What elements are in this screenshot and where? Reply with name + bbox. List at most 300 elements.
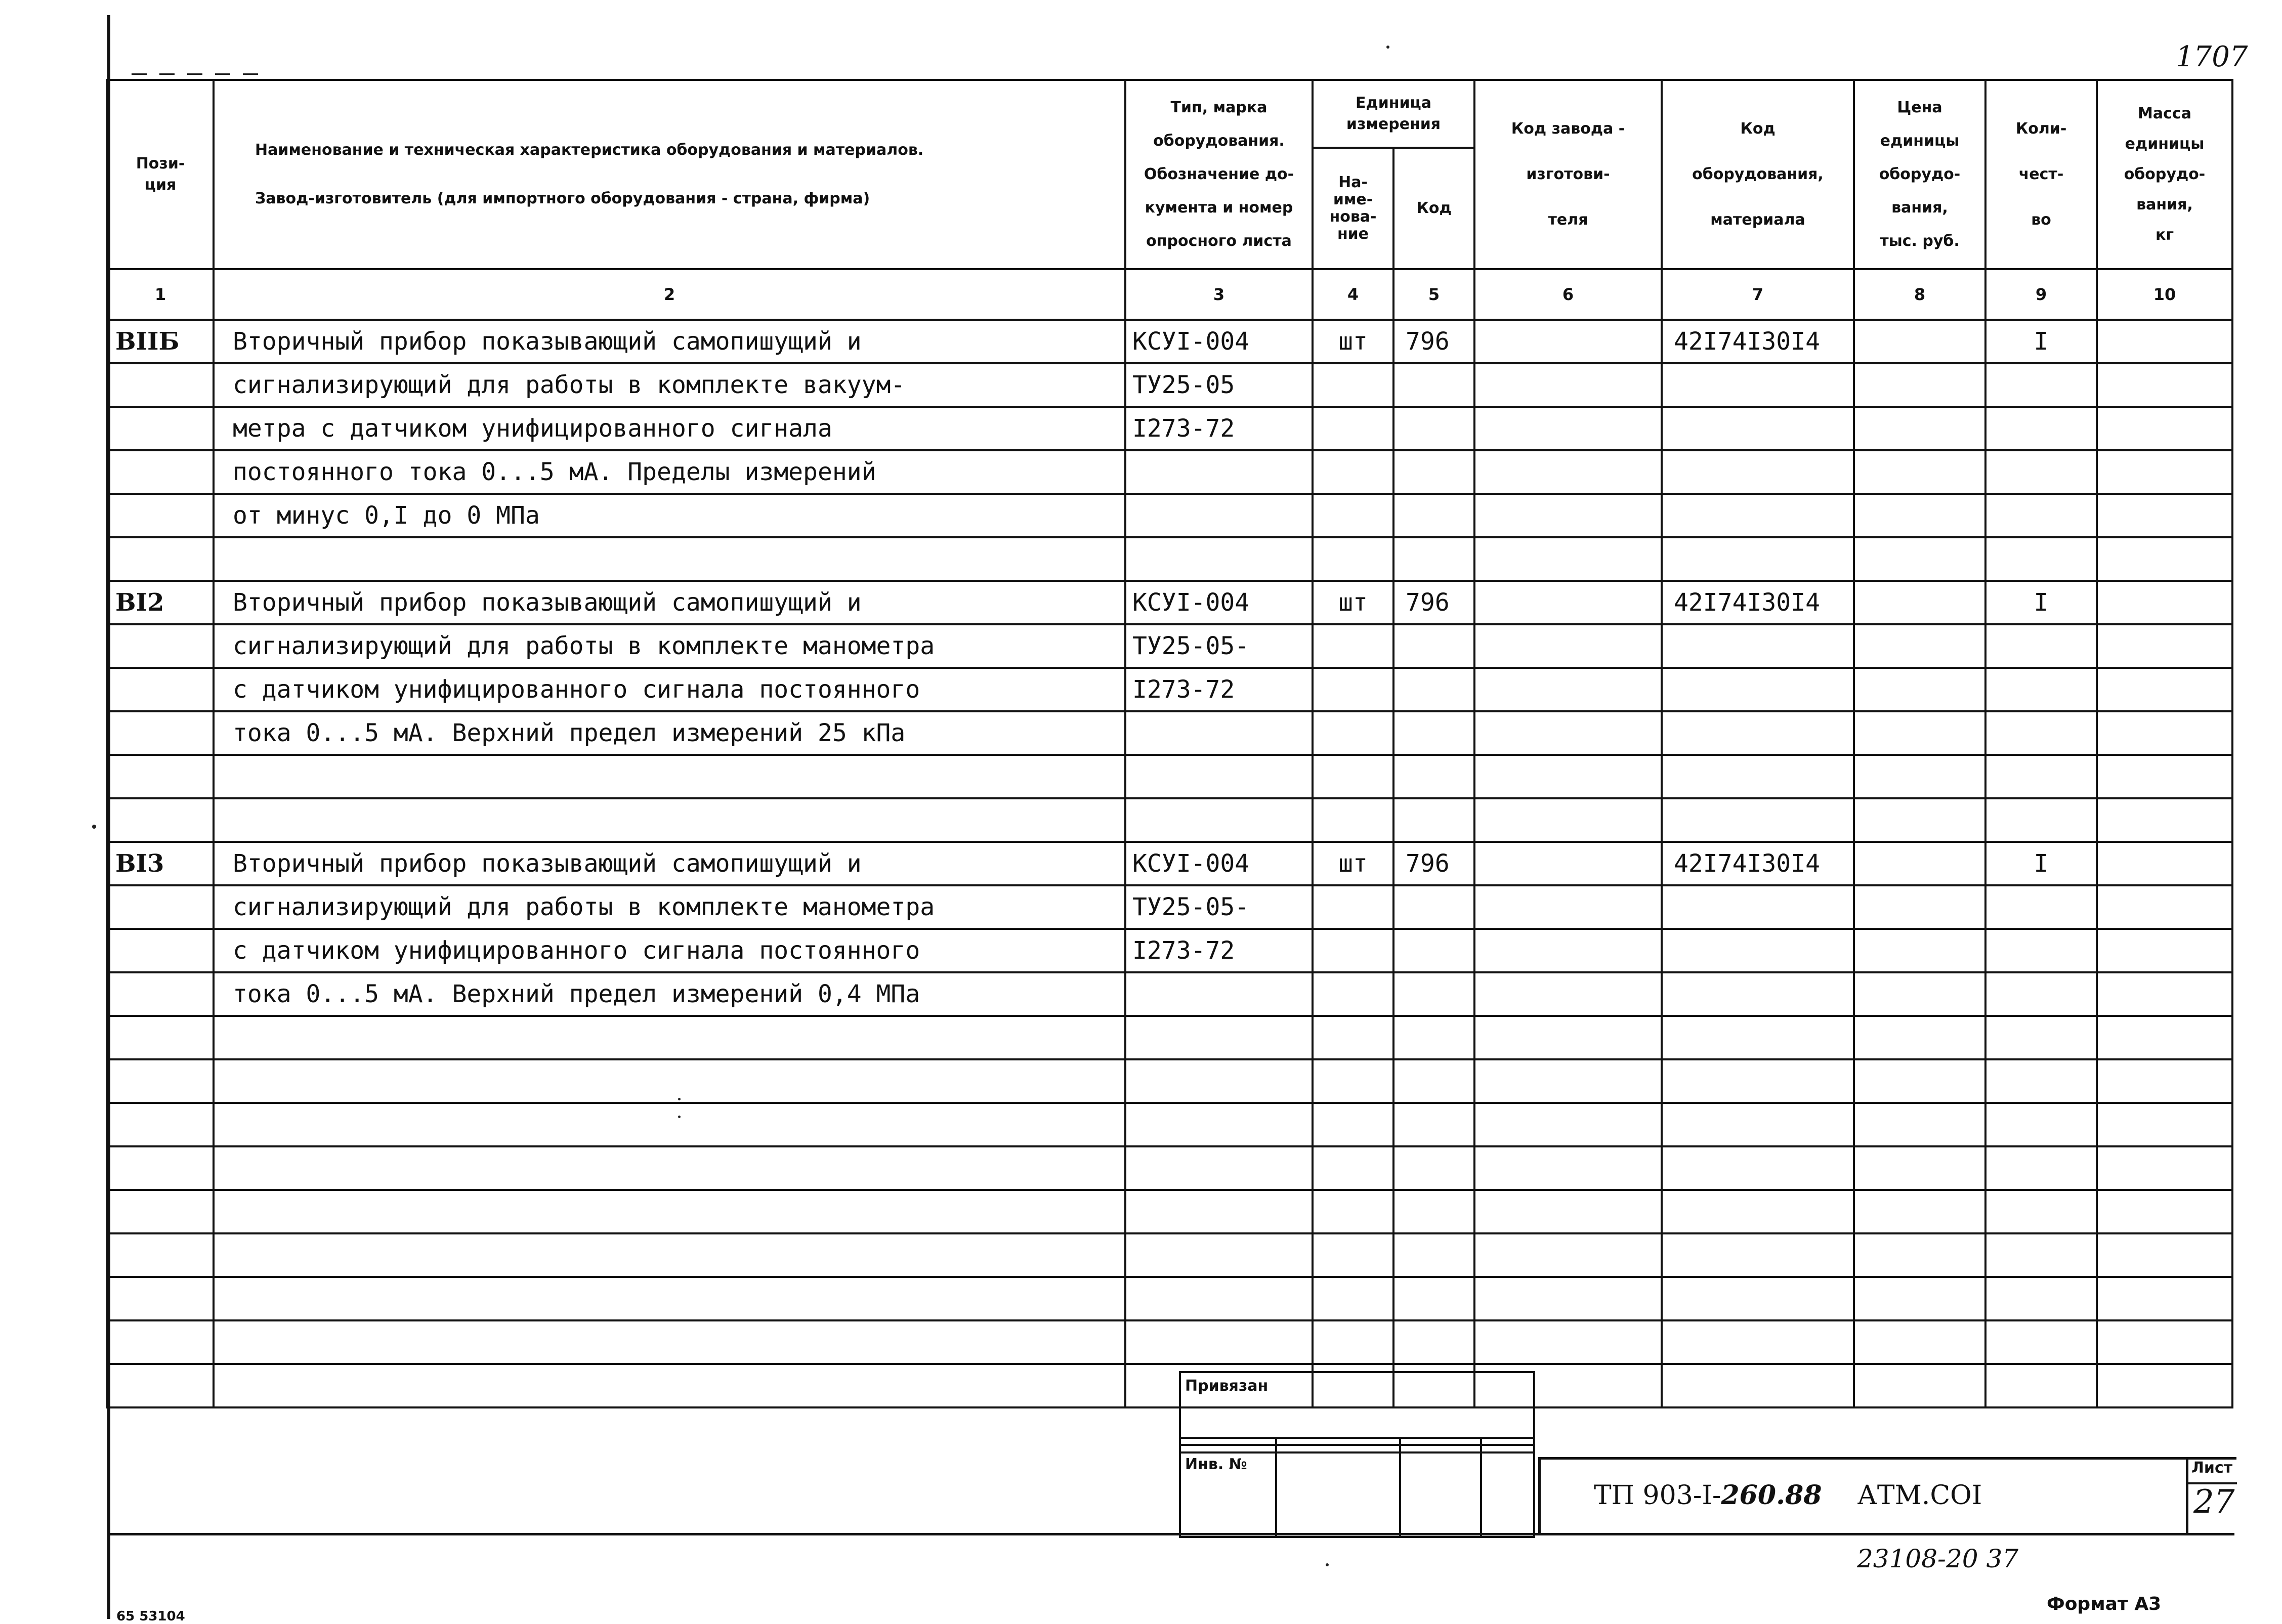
position-cell	[107, 1233, 214, 1277]
name-cell	[214, 1320, 1125, 1364]
equipment-code-cell	[1662, 363, 1854, 407]
equipment-code-cell	[1662, 494, 1854, 537]
plant-code-cell	[1474, 537, 1662, 581]
type-cell	[1125, 1016, 1313, 1059]
name-cell: с датчиком унифицированного сигнала постоянного	[214, 929, 1125, 972]
table-row	[107, 842, 2232, 885]
unit-cell	[1313, 407, 1393, 450]
name-cell: тока 0...5 мА. Верхний предел измерений 25 кПа	[214, 711, 1125, 755]
unit-code-cell	[1393, 929, 1474, 972]
header-plant-code: Код завода - изготови- теля	[1474, 80, 1662, 269]
table-row	[107, 1233, 2232, 1277]
plant-code-cell	[1474, 1320, 1662, 1364]
plant-code-cell	[1474, 363, 1662, 407]
column-number: 2	[214, 269, 1125, 320]
document-section: АТМ.СОI	[1857, 1480, 1982, 1511]
name-cell: Вторичный прибор показывающий самопишущий и	[214, 842, 1125, 885]
equipment-code-cell	[1662, 1320, 1854, 1364]
archive-number: 23108-20 37	[1857, 1544, 2019, 1573]
header-row	[107, 80, 2232, 148]
column-number: 1	[107, 269, 214, 320]
mass-cell	[2097, 798, 2232, 842]
name-cell: с датчиком унифицированного сигнала постоянного	[214, 668, 1125, 711]
position-cell: BI2	[107, 581, 214, 624]
name-cell: от минус 0,I до 0 МПа	[214, 494, 1125, 537]
price-cell	[1854, 1364, 1985, 1407]
table-row	[107, 494, 2232, 537]
plant-code-cell	[1474, 842, 1662, 885]
type-cell	[1125, 798, 1313, 842]
name-cell: тока 0...5 мА. Верхний предел измерений 0,4 МПа	[214, 972, 1125, 1016]
unit-code-cell	[1393, 885, 1474, 929]
scan-speck	[1386, 46, 1389, 49]
equipment-code-cell	[1662, 1364, 1854, 1407]
unit-cell	[1313, 1320, 1393, 1364]
quantity-cell	[1985, 1364, 2097, 1407]
unit-code-cell	[1393, 624, 1474, 668]
table-row	[107, 1190, 2232, 1233]
equipment-code-cell	[1662, 1233, 1854, 1277]
quantity-cell	[1985, 711, 2097, 755]
mass-cell	[2097, 450, 2232, 494]
mass-cell	[2097, 494, 2232, 537]
plant-code-cell	[1474, 885, 1662, 929]
mass-cell	[2097, 929, 2232, 972]
equipment-code-cell	[1662, 1277, 1854, 1320]
type-cell	[1125, 537, 1313, 581]
unit-code-cell	[1393, 1190, 1474, 1233]
stamp-cell	[1276, 1452, 1400, 1537]
equipment-code-cell	[1662, 407, 1854, 450]
position-cell	[107, 972, 214, 1016]
frame-bottom-line	[109, 1533, 2234, 1535]
price-cell	[1854, 363, 1985, 407]
type-cell	[1125, 972, 1313, 1016]
quantity-cell: I	[1985, 581, 2097, 624]
type-cell	[1125, 755, 1313, 798]
stamp-cell	[1276, 1445, 1400, 1452]
unit-cell	[1313, 885, 1393, 929]
quantity-cell	[1985, 494, 2097, 537]
unit-cell	[1313, 450, 1393, 494]
header-unit-group: Единица измерения	[1313, 80, 1474, 148]
equipment-code-cell	[1662, 798, 1854, 842]
equipment-code-cell	[1662, 972, 1854, 1016]
corner-number: 65 53104	[116, 1609, 185, 1624]
position-cell	[107, 363, 214, 407]
sheet-list-box	[2186, 1457, 2237, 1533]
position-cell	[107, 798, 214, 842]
equipment-code-cell	[1662, 1016, 1854, 1059]
list-number: 27	[2193, 1483, 2235, 1521]
document-code-prefix: ТП 903-I-	[1594, 1480, 1721, 1511]
unit-cell	[1313, 755, 1393, 798]
plant-code-cell	[1474, 407, 1662, 450]
column-number: 9	[1985, 269, 2097, 320]
unit-cell	[1313, 1233, 1393, 1277]
unit-code-cell	[1393, 711, 1474, 755]
price-cell	[1854, 1233, 1985, 1277]
plant-code-cell	[1474, 1233, 1662, 1277]
unit-code-cell: 796	[1393, 320, 1474, 363]
position-cell	[107, 755, 214, 798]
stamp-cell	[1180, 1445, 1276, 1452]
unit-code-cell	[1393, 972, 1474, 1016]
quantity-cell	[1985, 1059, 2097, 1103]
unit-code-cell	[1393, 407, 1474, 450]
quantity-cell	[1985, 755, 2097, 798]
quantity-cell	[1985, 363, 2097, 407]
price-cell	[1854, 581, 1985, 624]
price-cell	[1854, 450, 1985, 494]
equipment-code-cell	[1662, 885, 1854, 929]
unit-cell	[1313, 1277, 1393, 1320]
format-label: Формат А3	[2047, 1594, 2162, 1614]
unit-cell	[1313, 1059, 1393, 1103]
unit-code-cell: 796	[1393, 842, 1474, 885]
price-cell	[1854, 929, 1985, 972]
equipment-code-cell	[1662, 1059, 1854, 1103]
name-cell: метра с датчиком унифицированного сигнала	[214, 407, 1125, 450]
position-cell: BI3	[107, 842, 214, 885]
position-cell	[107, 1016, 214, 1059]
position-cell	[107, 450, 214, 494]
scan-speck	[92, 825, 96, 829]
table-row	[107, 1146, 2232, 1190]
price-cell	[1854, 668, 1985, 711]
stamp-cell	[1481, 1445, 1534, 1452]
equipment-code-cell	[1662, 929, 1854, 972]
position-cell	[107, 668, 214, 711]
scan-speck	[678, 1116, 681, 1118]
mass-cell	[2097, 581, 2232, 624]
position-cell: BIIБ	[107, 320, 214, 363]
unit-code-cell	[1393, 450, 1474, 494]
quantity-cell	[1985, 624, 2097, 668]
table-row	[107, 363, 2232, 407]
plant-code-cell	[1474, 711, 1662, 755]
document-code	[1594, 1480, 1982, 1511]
position-cell	[107, 1059, 214, 1103]
plant-code-cell	[1474, 450, 1662, 494]
unit-code-cell	[1393, 755, 1474, 798]
position-cell	[107, 1277, 214, 1320]
unit-code-cell	[1393, 1146, 1474, 1190]
header-unit-code: Код	[1393, 148, 1474, 269]
top-dashed-line	[132, 73, 263, 75]
name-cell	[214, 755, 1125, 798]
price-cell	[1854, 1190, 1985, 1233]
price-cell	[1854, 320, 1985, 363]
table-row	[107, 929, 2232, 972]
type-cell	[1125, 1190, 1313, 1233]
quantity-cell	[1985, 1190, 2097, 1233]
table-row	[107, 1103, 2232, 1146]
name-cell	[214, 1364, 1125, 1407]
position-cell	[107, 1364, 214, 1407]
price-cell	[1854, 1103, 1985, 1146]
column-number: 4	[1313, 269, 1393, 320]
inventory-label: Инв. №	[1180, 1452, 1276, 1537]
table-row	[107, 1364, 2232, 1407]
quantity-cell	[1985, 972, 2097, 1016]
table-row	[107, 798, 2232, 842]
type-cell	[1125, 1277, 1313, 1320]
unit-code-cell	[1393, 363, 1474, 407]
equipment-code-cell	[1662, 711, 1854, 755]
equipment-code-cell	[1662, 450, 1854, 494]
price-cell	[1854, 885, 1985, 929]
mass-cell	[2097, 972, 2232, 1016]
name-cell: сигнализирующий для работы в комплекте манометра	[214, 885, 1125, 929]
unit-cell	[1313, 1146, 1393, 1190]
plant-code-cell	[1474, 1146, 1662, 1190]
unit-cell	[1313, 1103, 1393, 1146]
quantity-cell: I	[1985, 320, 2097, 363]
type-cell: ТУ25-05-	[1125, 885, 1313, 929]
unit-code-cell	[1393, 668, 1474, 711]
unit-cell	[1313, 363, 1393, 407]
plant-code-cell	[1474, 624, 1662, 668]
scan-speck	[1326, 1563, 1329, 1566]
table-row	[107, 972, 2232, 1016]
plant-code-cell	[1474, 668, 1662, 711]
mass-cell	[2097, 668, 2232, 711]
mass-cell	[2097, 1146, 2232, 1190]
mass-cell	[2097, 1059, 2232, 1103]
price-cell	[1854, 711, 1985, 755]
position-cell	[107, 1320, 214, 1364]
table-row	[107, 885, 2232, 929]
plant-code-cell	[1474, 1277, 1662, 1320]
type-cell	[1125, 1146, 1313, 1190]
quantity-cell	[1985, 1320, 2097, 1364]
stamp-cell	[1481, 1438, 1534, 1445]
type-cell: I273-72	[1125, 668, 1313, 711]
price-cell	[1854, 537, 1985, 581]
stamp-cell	[1180, 1438, 1276, 1445]
unit-cell	[1313, 711, 1393, 755]
price-cell	[1854, 842, 1985, 885]
quantity-cell	[1985, 885, 2097, 929]
type-cell: КСУI-004	[1125, 320, 1313, 363]
table-row	[107, 1277, 2232, 1320]
equipment-code-cell	[1662, 755, 1854, 798]
specification-table	[106, 79, 2233, 1408]
type-cell	[1125, 711, 1313, 755]
document-code-handwritten: 260.88	[1721, 1480, 1822, 1511]
mass-cell	[2097, 537, 2232, 581]
header-type: Тип, марка оборудования. Обозначение до- кумента и номер опросного листа	[1125, 80, 1313, 269]
mass-cell	[2097, 1016, 2232, 1059]
table-row	[107, 755, 2232, 798]
column-number-row	[107, 269, 2232, 320]
price-cell	[1854, 972, 1985, 1016]
header-equipment-code: Код оборудования, материала	[1662, 80, 1854, 269]
table-row	[107, 407, 2232, 450]
column-number: 10	[2097, 269, 2232, 320]
mass-cell	[2097, 711, 2232, 755]
plant-code-cell	[1474, 1059, 1662, 1103]
table-row	[107, 668, 2232, 711]
type-cell	[1125, 450, 1313, 494]
name-cell	[214, 1103, 1125, 1146]
plant-code-cell	[1474, 1190, 1662, 1233]
plant-code-cell	[1474, 929, 1662, 972]
quantity-cell	[1985, 1233, 2097, 1277]
quantity-cell	[1985, 407, 2097, 450]
quantity-cell	[1985, 1103, 2097, 1146]
column-number: 5	[1393, 269, 1474, 320]
equipment-code-cell	[1662, 1146, 1854, 1190]
mass-cell	[2097, 1103, 2232, 1146]
quantity-cell	[1985, 537, 2097, 581]
position-cell	[107, 624, 214, 668]
name-cell	[214, 1059, 1125, 1103]
mass-cell	[2097, 407, 2232, 450]
unit-cell	[1313, 972, 1393, 1016]
unit-code-cell	[1393, 1277, 1474, 1320]
quantity-cell	[1985, 668, 2097, 711]
header-position: Пози- ция	[107, 80, 214, 269]
position-cell	[107, 1103, 214, 1146]
type-cell: I273-72	[1125, 929, 1313, 972]
type-cell: ТУ25-05-	[1125, 624, 1313, 668]
header-quantity: Коли- чест- во	[1985, 80, 2097, 269]
stamp-cell	[1276, 1438, 1400, 1445]
name-cell: Вторичный прибор показывающий самопишущий и	[214, 320, 1125, 363]
quantity-cell	[1985, 1146, 2097, 1190]
type-cell	[1125, 1103, 1313, 1146]
mass-cell	[2097, 1277, 2232, 1320]
quantity-cell	[1985, 798, 2097, 842]
price-cell	[1854, 1059, 1985, 1103]
plant-code-cell	[1474, 755, 1662, 798]
mass-cell	[2097, 320, 2232, 363]
price-cell	[1854, 1320, 1985, 1364]
price-cell	[1854, 755, 1985, 798]
column-number: 3	[1125, 269, 1313, 320]
list-label: Лист	[2191, 1459, 2233, 1477]
quantity-cell	[1985, 450, 2097, 494]
table-row	[107, 581, 2232, 624]
unit-cell	[1313, 929, 1393, 972]
equipment-code-cell: 42I74I30I4	[1662, 581, 1854, 624]
unit-cell: шт	[1313, 581, 1393, 624]
title-block-divider	[1538, 1457, 1541, 1533]
unit-cell	[1313, 537, 1393, 581]
unit-code-cell	[1393, 1059, 1474, 1103]
mass-cell	[2097, 363, 2232, 407]
name-cell	[214, 1016, 1125, 1059]
table-row	[107, 1059, 2232, 1103]
equipment-code-cell: 42I74I30I4	[1662, 320, 1854, 363]
name-cell: Вторичный прибор показывающий самопишущий и	[214, 581, 1125, 624]
name-cell	[214, 1277, 1125, 1320]
plant-code-cell	[1474, 972, 1662, 1016]
plant-code-cell	[1474, 798, 1662, 842]
stamp-cell	[1400, 1452, 1481, 1537]
title-block-top-line	[1538, 1457, 2236, 1460]
unit-cell	[1313, 798, 1393, 842]
equipment-code-cell	[1662, 624, 1854, 668]
quantity-cell: I	[1985, 842, 2097, 885]
stamp-cell	[1481, 1452, 1534, 1537]
unit-code-cell	[1393, 1233, 1474, 1277]
type-cell	[1125, 494, 1313, 537]
unit-cell	[1313, 624, 1393, 668]
position-cell	[107, 1146, 214, 1190]
position-cell	[107, 537, 214, 581]
stamp-cell	[1400, 1445, 1481, 1452]
bound-label: Привязан	[1180, 1372, 1534, 1438]
type-cell: ТУ25-05	[1125, 363, 1313, 407]
table-row	[107, 1016, 2232, 1059]
sheet-number: 1707	[2176, 40, 2248, 73]
unit-code-cell	[1393, 1103, 1474, 1146]
stamp-cell	[1400, 1438, 1481, 1445]
unit-code-cell	[1393, 798, 1474, 842]
mass-cell	[2097, 1190, 2232, 1233]
plant-code-cell	[1474, 494, 1662, 537]
plant-code-cell	[1474, 581, 1662, 624]
unit-code-cell	[1393, 1016, 1474, 1059]
unit-cell: шт	[1313, 320, 1393, 363]
equipment-code-cell	[1662, 668, 1854, 711]
mass-cell	[2097, 1233, 2232, 1277]
header-name: Наименование и техническая характеристика оборудования и материалов. Завод-изготовитель (для импортного оборудования - страна, фирма)	[214, 80, 1125, 269]
unit-cell: шт	[1313, 842, 1393, 885]
unit-cell	[1313, 668, 1393, 711]
table-row	[107, 450, 2232, 494]
mass-cell	[2097, 1364, 2232, 1407]
equipment-code-cell: 42I74I30I4	[1662, 842, 1854, 885]
price-cell	[1854, 494, 1985, 537]
bound-stamp-table	[1179, 1371, 1535, 1538]
plant-code-cell	[1474, 1016, 1662, 1059]
header-unit-name: На- име- нова- ние	[1313, 148, 1393, 269]
quantity-cell	[1985, 929, 2097, 972]
type-cell: КСУI-004	[1125, 581, 1313, 624]
header-price: Цена единицы оборудо- вания, тыс. руб.	[1854, 80, 1985, 269]
name-cell	[214, 1146, 1125, 1190]
table-row	[107, 711, 2232, 755]
name-cell	[214, 1233, 1125, 1277]
table-row	[107, 624, 2232, 668]
name-cell: сигнализирующий для работы в комплекте вакуум-	[214, 363, 1125, 407]
type-cell	[1125, 1320, 1313, 1364]
type-cell	[1125, 1059, 1313, 1103]
position-cell	[107, 1190, 214, 1233]
equipment-code-cell	[1662, 1103, 1854, 1146]
price-cell	[1854, 1016, 1985, 1059]
price-cell	[1854, 1277, 1985, 1320]
unit-cell	[1313, 1190, 1393, 1233]
name-cell	[214, 537, 1125, 581]
type-cell: I273-72	[1125, 407, 1313, 450]
table-row	[107, 320, 2232, 363]
column-number: 7	[1662, 269, 1854, 320]
plant-code-cell	[1474, 320, 1662, 363]
equipment-code-cell	[1662, 537, 1854, 581]
name-cell	[214, 798, 1125, 842]
unit-cell	[1313, 1016, 1393, 1059]
mass-cell	[2097, 755, 2232, 798]
position-cell	[107, 929, 214, 972]
table-row	[107, 1320, 2232, 1364]
unit-code-cell	[1393, 494, 1474, 537]
name-cell	[214, 1190, 1125, 1233]
